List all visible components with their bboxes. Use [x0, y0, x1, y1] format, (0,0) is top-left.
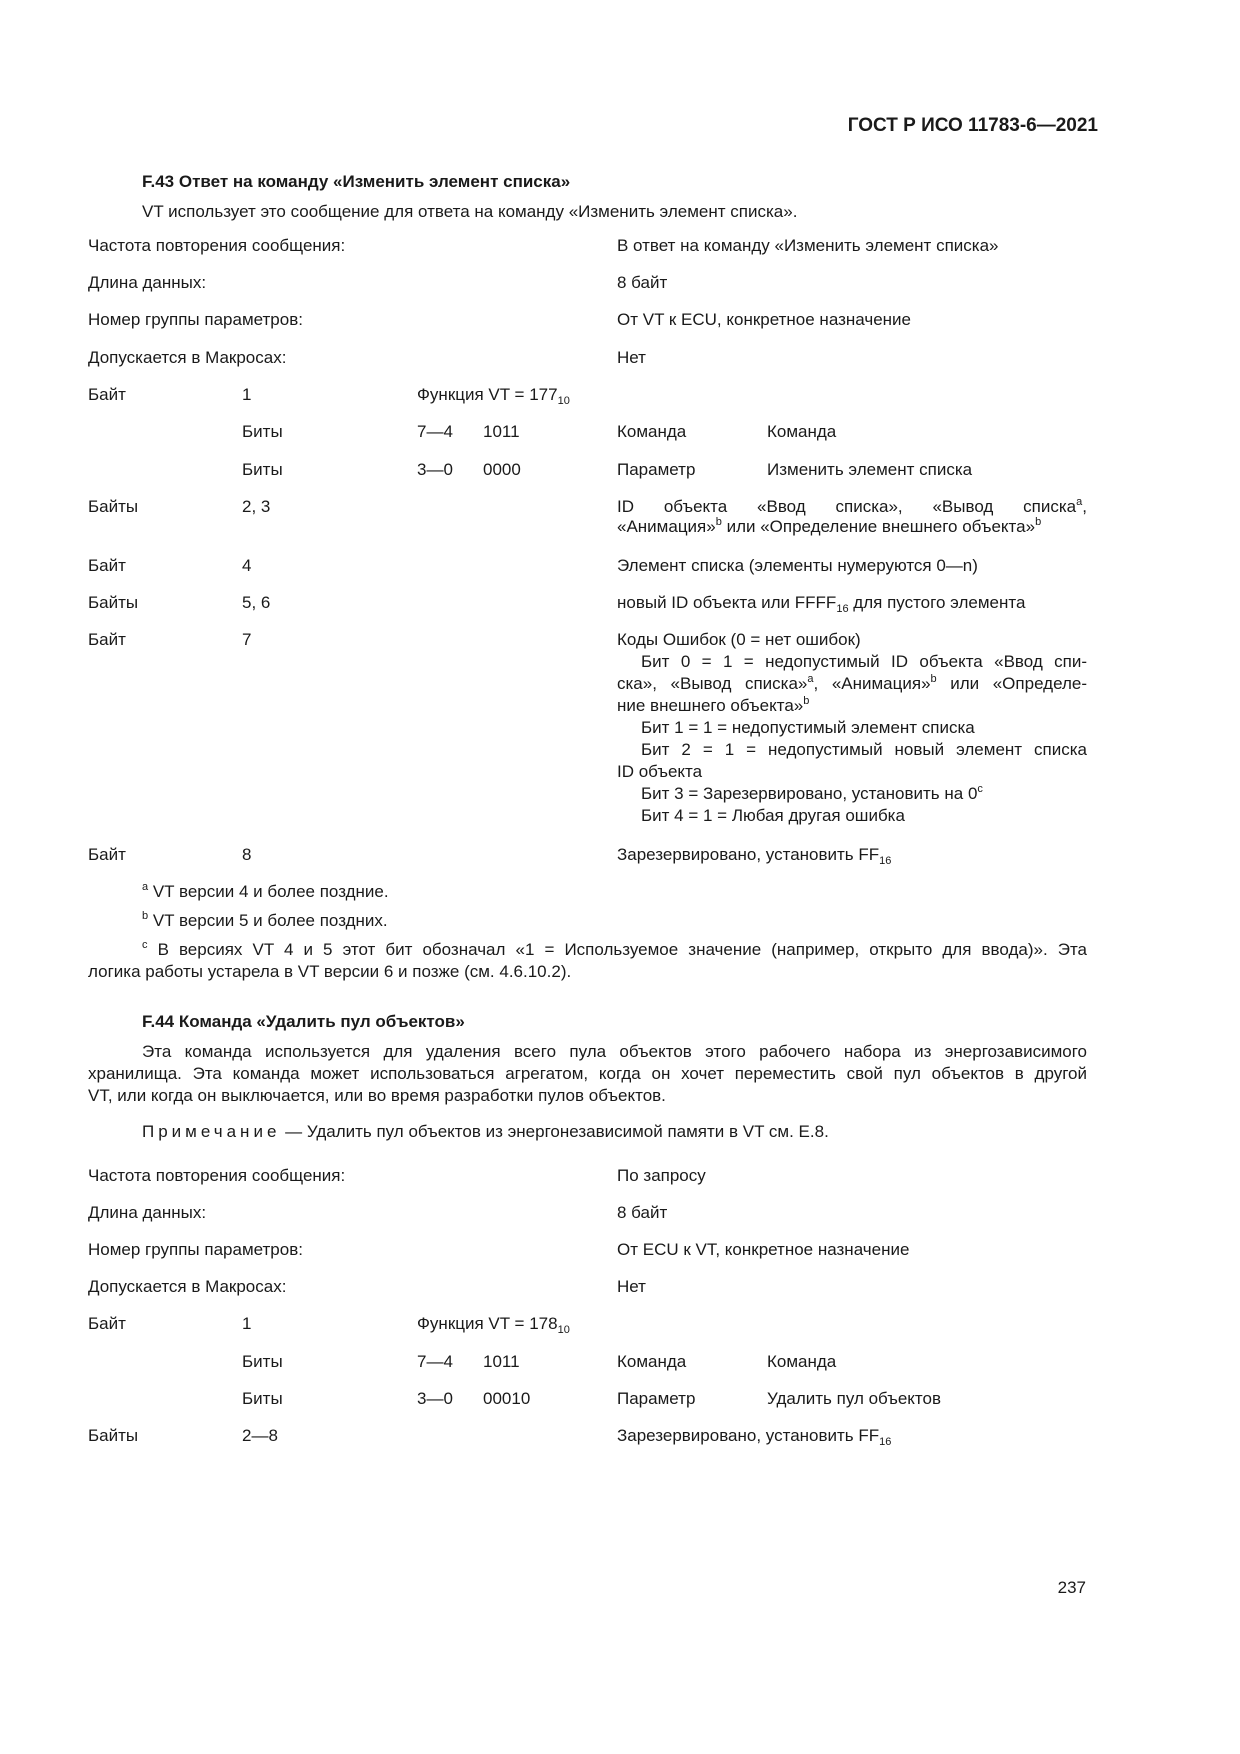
- bits-value: 1011: [483, 422, 520, 441]
- byte-desc-line: «Анимация»$^b$ или «Определение внешнего объекта»$^b$: [617, 516, 1042, 536]
- footnote-b: $^b$ VT версии 5 и более поздних.: [142, 910, 388, 930]
- bits-name: Команда: [617, 1352, 687, 1371]
- prop-label: Номер группы параметров:: [88, 1240, 303, 1259]
- bits-range: 7—4: [417, 1352, 453, 1371]
- function-code: Функция VT = $178_{10}$: [417, 1314, 570, 1336]
- bits-label: Биты: [242, 460, 283, 479]
- bits-label: Биты: [242, 1389, 283, 1408]
- byte-desc: Зарезервировано, установить $FF_{16}$: [617, 1426, 892, 1448]
- byte-desc: Зарезервировано, установить $FF_{16}$: [617, 845, 892, 867]
- section-intro-f43: VT использует это сообщение для ответа на команду «Изменить элемент списка».: [142, 202, 798, 221]
- bits-label: Биты: [242, 1352, 283, 1371]
- bits-desc: Команда: [767, 422, 837, 441]
- bits-range: 7—4: [417, 422, 453, 441]
- footnote-c-continued: логика работы устарела в VT версии 6 и позже (см. 4.6.10.2).: [88, 962, 572, 981]
- prop-value: 8 байт: [617, 273, 668, 292]
- bits-label: Биты: [242, 422, 283, 441]
- prop-label: Длина данных:: [88, 273, 207, 292]
- error-code-line: ска», «Вывод списка»$^a$, «Анимация»$^b$ или «Определе-: [617, 673, 1087, 693]
- error-code-line: Бит 4 = 1 = Любая другая ошибка: [641, 806, 905, 825]
- byte-number: 2—8: [242, 1426, 278, 1445]
- byte-label: Байт: [88, 385, 126, 404]
- byte-label: Байты: [88, 497, 139, 516]
- byte-desc: Элемент списка (элементы нумеруются 0—n): [617, 556, 978, 575]
- bits-range: 3—0: [417, 460, 453, 479]
- byte-number: 8: [242, 845, 252, 864]
- prop-label: Длина данных:: [88, 1203, 207, 1222]
- prop-value: Нет: [617, 1277, 646, 1296]
- bits-desc: Удалить пул объектов: [767, 1389, 942, 1408]
- error-code-line: Бит 1 = 1 = недопустимый элемент списка: [641, 718, 975, 737]
- prop-value: Нет: [617, 348, 646, 367]
- byte-number: 1: [242, 1314, 252, 1333]
- bits-desc: Команда: [767, 1352, 837, 1371]
- prop-value: В ответ на команду «Изменить элемент списка»: [617, 236, 999, 255]
- prop-label: Допускается в Макросах:: [88, 1277, 287, 1296]
- bits-value: 0000: [483, 460, 521, 479]
- prop-value: 8 байт: [617, 1203, 668, 1222]
- error-code-line: Бит 0 = 1 = недопустимый ID объекта «Ввод спи-: [641, 652, 1087, 671]
- bits-value: 00010: [483, 1389, 531, 1408]
- byte-label: Байт: [88, 556, 126, 575]
- note: Примечание — Удалить пул объектов из энергонезависимой памяти в VT см. E.8.: [142, 1122, 829, 1141]
- prop-label: Частота повторения сообщения:: [88, 236, 346, 255]
- byte-desc: новый ID объекта или $FFFF_{16}$ для пустого элемента: [617, 593, 1026, 615]
- bits-name: Параметр: [617, 460, 696, 479]
- byte-label: Байты: [88, 593, 139, 612]
- byte-number: 5, 6: [242, 593, 271, 612]
- bits-range: 3—0: [417, 1389, 453, 1408]
- byte-number: 1: [242, 385, 252, 404]
- bits-value: 1011: [483, 1352, 520, 1371]
- paragraph-line: VT, или когда он выключается, или во время разработки пулов объектов.: [88, 1086, 666, 1105]
- prop-label: Номер группы параметров:: [88, 310, 303, 329]
- footnote-c: $^c$ В версиях VT 4 и 5 этот бит обозначал «1 = Используемое значение (например, открыто для ввода)». Эта: [142, 939, 1087, 959]
- byte-number: 2, 3: [242, 497, 271, 516]
- prop-value: От VT к ECU, конкретное назначение: [617, 310, 911, 329]
- function-code: Функция VT = $177_{10}$: [417, 385, 570, 407]
- footnote-a: $^a$ VT версии 4 и более поздние.: [142, 881, 389, 901]
- prop-value: От ECU к VT, конкретное назначение: [617, 1240, 910, 1259]
- section-title-f44: F.44 Команда «Удалить пул объектов»: [142, 1012, 465, 1031]
- page-number: 237: [1057, 1578, 1086, 1597]
- error-code-line: Бит 3 = Зарезервировано, установить на 0$^c$: [641, 783, 983, 803]
- prop-value: По запросу: [617, 1166, 706, 1185]
- byte-label: Байт: [88, 845, 126, 864]
- paragraph-line: Эта команда используется для удаления всего пула объектов этого рабочего набора из энергозависимого: [142, 1042, 1087, 1061]
- prop-label: Частота повторения сообщения:: [88, 1166, 346, 1185]
- error-code-line: ID объекта: [617, 762, 703, 781]
- byte-label: Байты: [88, 1426, 139, 1445]
- bits-name: Команда: [617, 422, 687, 441]
- prop-label: Допускается в Макросах:: [88, 348, 287, 367]
- byte-desc-line: ID объекта «Ввод списка», «Вывод списка$^a$,: [617, 496, 1087, 516]
- byte-label: Байт: [88, 1314, 126, 1333]
- bits-name: Параметр: [617, 1389, 696, 1408]
- error-code-line: Бит 2 = 1 = недопустимый новый элемент списка: [641, 740, 1087, 759]
- error-code-line: ние внешнего объекта»$^b$: [617, 695, 810, 715]
- paragraph-line: хранилища. Эта команда может использоваться агрегатом, когда он хочет переместить свой пул объектов в другой: [88, 1064, 1087, 1083]
- byte-label: Байт: [88, 630, 126, 649]
- bits-desc: Изменить элемент списка: [767, 460, 973, 479]
- byte-number: 4: [242, 556, 252, 575]
- byte-number: 7: [242, 630, 252, 649]
- error-codes-title: Коды Ошибок (0 = нет ошибок): [617, 630, 861, 649]
- section-title-f43: F.43 Ответ на команду «Изменить элемент списка»: [142, 172, 571, 191]
- document-header: ГОСТ Р ИСО 11783-6—2021: [847, 115, 1098, 136]
